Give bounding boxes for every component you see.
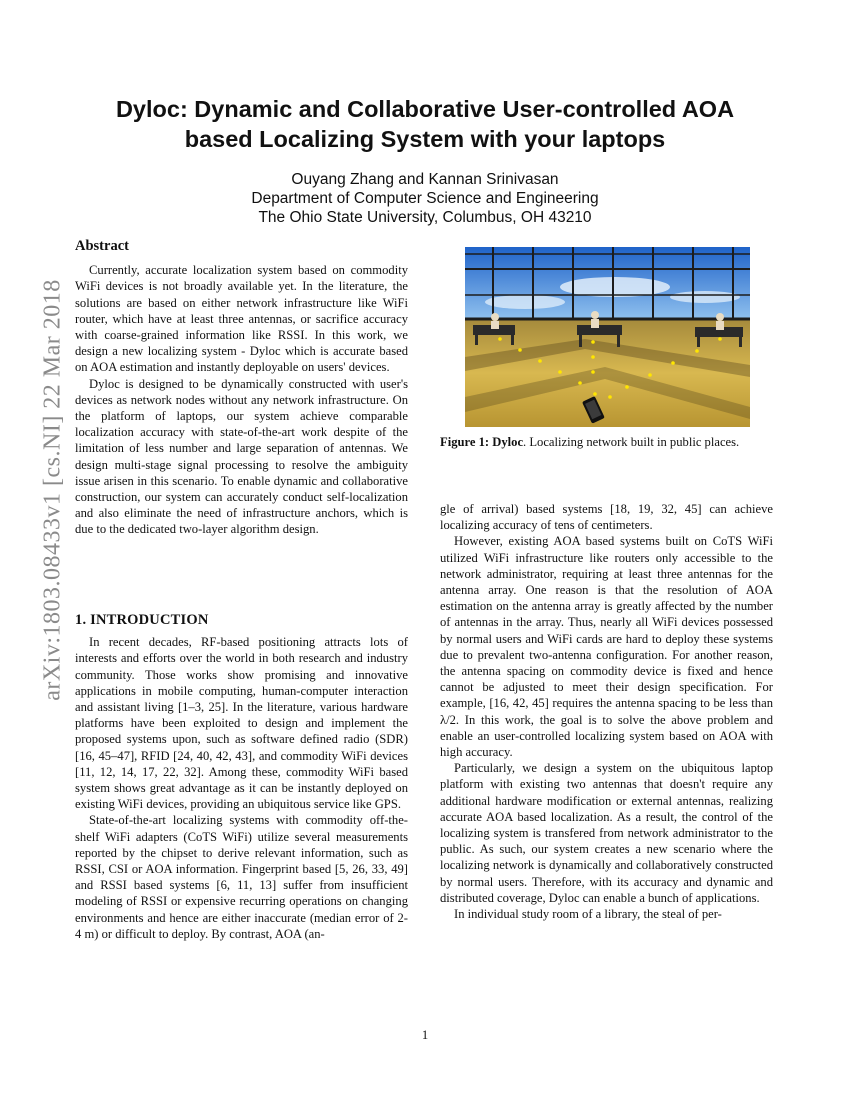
author-department: Department of Computer Science and Engineering — [251, 190, 599, 207]
body-paragraph: In individual study room of a library, the steal of per- — [454, 907, 722, 922]
right-column — [440, 501, 773, 922]
cloud — [485, 295, 565, 309]
arxiv-identifier-text: arXiv:1803.08433v1 [cs.NI] 22 Mar 2018 — [39, 279, 66, 701]
introduction-section — [75, 612, 408, 942]
page-number: 1 — [421, 1028, 429, 1042]
left-column — [75, 238, 408, 538]
abstract-heading: Abstract — [75, 238, 129, 254]
paper-title — [60, 94, 790, 154]
author-names: Ouyang Zhang and Kannan Srinivasan — [291, 171, 559, 188]
author-affiliation: The Ohio State University, Columbus, OH 43210 — [258, 209, 592, 226]
introduction-heading: 1. INTRODUCTION — [75, 612, 209, 628]
body-paragraph: However, existing AOA based systems built on CoTS WiFi utilized WiFi infrastructure like routers only accessible to the network administrator, requiring at least three antennas for the antenna array. One reason is that the resolution of AOA estimation on the antenna array is greatly affected by the number of antennas in the array. Thus, nearly all WiFi devices possessed by normal users and WiFi cards are hard to deploy these systems due to prevalent two-antenna configuration. For another reason, the antenna spacing on commodity device is fixed and hence cannot be adjusted to meet their design specification. For example, [16, 42, 45] requires the antenna spacing to be less than λ/2. In this work, the goal is to solve the above problem and enable an user-controlled localizing system based on AOA with high accuracy. — [440, 534, 773, 760]
introduction-paragraph: State-of-the-art localizing systems with commodity off-the-shelf WiFi adapters (CoTS WiFi) utilize several measurements reported by the chipset to derive relevant information, such as RSSI, CSI or AOA information. Fingerprint based [5, 26, 33, 49] and RSSI based systems [6, 11, 13] suffer from insufficient modeling of RSSI or expensive recurring operations on changing environments and hence are either inaccurate (median error of 2-4 m) or difficult to deploy. By contrast, AOA (an- — [75, 813, 408, 941]
author-block — [60, 170, 790, 227]
arxiv-identifier — [39, 279, 66, 701]
figure-name: Dyloc — [492, 435, 524, 449]
body-paragraph: gle of arrival) based systems [18, 19, 32, 45] can achieve localizing accuracy of tens of centimeters. — [440, 502, 773, 533]
figure-1-illustration — [465, 247, 750, 427]
paper-title-line-2: based Localizing System with your laptops — [184, 126, 666, 152]
paper-title-line-1: Dyloc: Dynamic and Collaborative User-controlled AOA — [115, 96, 735, 122]
abstract-paragraph: Currently, accurate localization system based on commodity WiFi devices is not broadly available yet. In the literature, the solutions are based on either network infrastructure like WiFi router, which have at least three antennas, or sacrifice accuracy with coarse-grained information like RSSI. In this work, we design a new localizing system - Dyloc which is accurate based on AOA estimation and instantly deployable on users' devices. — [75, 263, 408, 375]
cloud — [670, 291, 740, 303]
introduction-paragraph: In recent decades, RF-based positioning attracts lots of interests and efforts over the world in both research and industry community. Those works show promising and innovative applications in mobile computing, human-computer interaction and assistant living [1–3, 25]. In the literature, various hardware platforms have been exploited to design and implement the proposed systems upon, such as software defined radio (SDR) [16, 45–47], RFID [24, 40, 42, 43], and commodity WiFi devices [11, 12, 14, 17, 22, 32]. Among these, commodity WiFi based system shows great advantage as it can be instantly deployed on existing WiFi devices, providing an ubiquitous service like GPS. — [75, 635, 408, 812]
body-paragraph: Particularly, we design a system on the ubiquitous laptop platform with existing two antennas that doesn't require any additional hardware modification or external antennas, realizing accurate AOA based localization. As a result, the control of the localizing system is transfered from network administrator to the public. As such, our system creates a new scenario where the localizing network is dynamically and collaboratively constructed by normal users. Therefore, with its accuracy and dynamic and distributed coverage, Dyloc can enable a bunch of applications. — [440, 761, 773, 905]
figure-1-caption — [440, 434, 773, 450]
abstract-paragraph: Dyloc is designed to be dynamically constructed with user's devices as network nodes without any network infrastructure. On the platform of laptops, our system achieve comparable localization accuracy with state-of-the-art work despite of the limitation of less number and large separation of antennas. We design multi-stage signal processing to resolve the ambiguity issue arisen in this scenario. To enable dynamic and collaborative construction, our system can accurately conduct self-localization and also eliminate the need of infrastructure anchors, which is due to the dedicated two-layer algorithm design. — [75, 376, 408, 537]
figure-label: Figure 1: — [440, 435, 490, 449]
figure-caption-text: . Localizing network built in public places. — [523, 435, 740, 449]
